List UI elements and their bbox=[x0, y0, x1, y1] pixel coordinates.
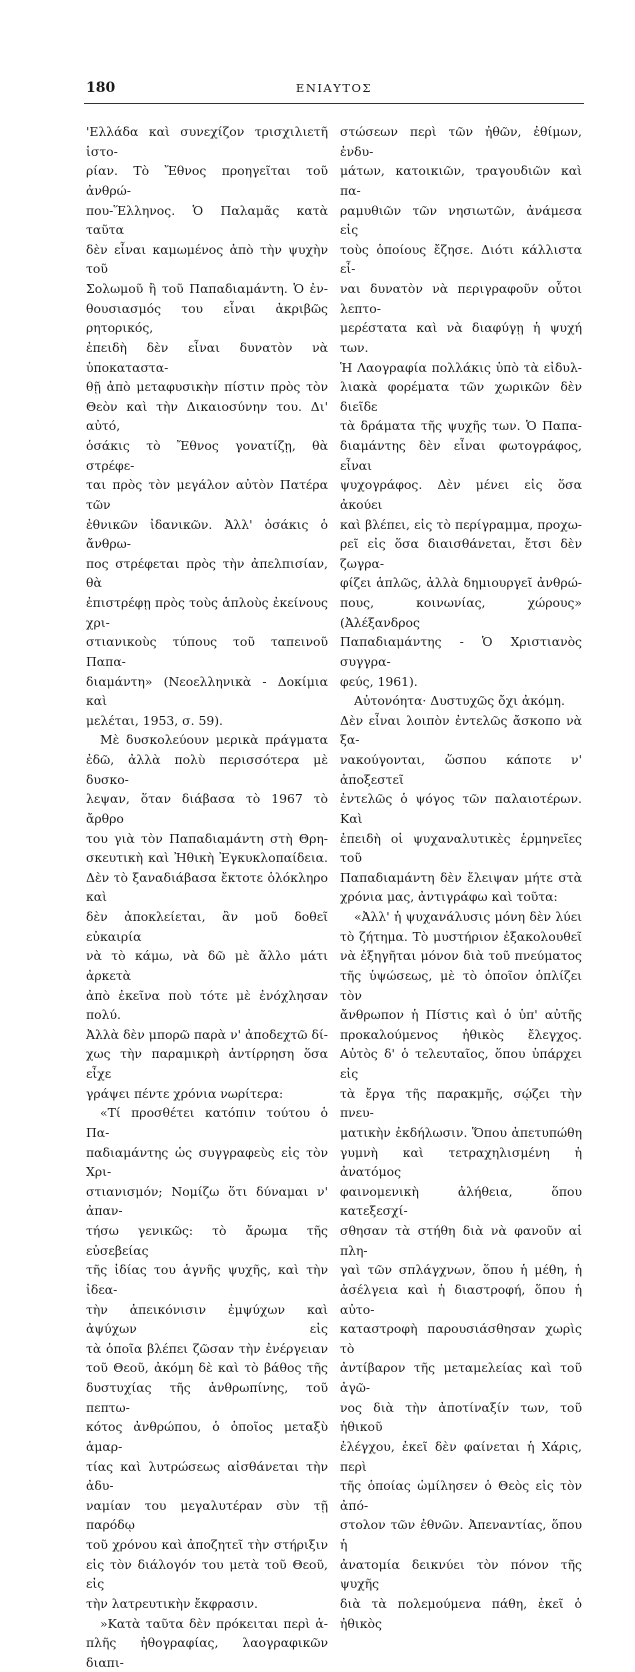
text-line: τὴν ἀπεικόνισιν ἐμψύχων καὶ ἀψύχων εἰς bbox=[86, 1301, 328, 1337]
text-line: τίας καὶ λυτρώσεως αἰσθάνεται τὴν ἀδυ- bbox=[86, 1458, 328, 1494]
text-line: νὰ τὸ κάμω, νὰ δῶ μὲ ἄλλο μάτι ἀρκετὰ bbox=[86, 948, 328, 983]
text-line: »Κατὰ ταῦτα δὲν πρόκειται περὶ ἁ- bbox=[100, 1615, 328, 1631]
text-line: Ἡ Λαογραφία πολλάκις ὑπὸ τὰ εἰδυλ- bbox=[340, 359, 582, 375]
text-line: γράψει πέντε χρόνια νωρίτερα: bbox=[86, 1085, 284, 1101]
text-line: μελέται, 1953, σ. 59). bbox=[86, 712, 223, 728]
text-line: φαινομενικὴ ἀλήθεια, ὅπου κατεξεσχί- bbox=[340, 1183, 582, 1219]
text-line: ἐπιστρέφῃ πρὸς τοὺς ἁπλοὺς ἐκείνους χρι- bbox=[86, 595, 328, 630]
text-line: ἐντελῶς ὁ ψόγος τῶν παλαιοτέρων. Καὶ bbox=[340, 791, 582, 826]
text-line: φίζει ἁπλῶς, ἀλλὰ δημιουργεῖ ἀνθρώ- bbox=[340, 575, 582, 591]
text-line: νὰ ἐξηγῆται μόνον διὰ τοῦ πνεύματος bbox=[340, 948, 582, 964]
text-line: ἀπὸ ἐκεῖνα ποὺ τότε μὲ ἐνόχλησαν πολύ. bbox=[86, 987, 328, 1023]
text-line: Σολωμοῦ ἢ τοῦ Παπαδιαμάντη. Ὁ ἐν- bbox=[86, 281, 328, 296]
text-line: δὲν εἶναι καμωμένος ἀπὸ τὴν ψυχὴν τοῦ bbox=[86, 241, 328, 277]
text-line: θῇ ἀπὸ μεταφυσικὴν πίστιν πρὸς τὸν bbox=[86, 379, 328, 395]
text-line: τῆς ὁποίας ὡμίλησεν ὁ Θεὸς εἰς τὸν ἀπό- bbox=[340, 1478, 582, 1513]
text-line: ἐπειδὴ οἱ ψυχαναλυτικὲς ἑρμηνεῖες τοῦ bbox=[340, 830, 582, 866]
text-line: σθησαν τὰ στήθη διὰ νὰ φανοῦν αἱ πλη- bbox=[340, 1223, 582, 1258]
text-line: καὶ βλέπει, εἰς τὸ περίγραμμα, προχω- bbox=[340, 516, 582, 532]
text-line: ρεῖ εἰς ὅσα διαισθάνεται, ἔτσι δὲν ζωγρα- bbox=[340, 536, 582, 571]
text-line: θουσιασμός του εἶναι ἀκριβῶς ρητορικός, bbox=[86, 300, 328, 336]
text-line: τήσω γενικῶς: τὸ ἄρωμα τῆς εὐσεβείας bbox=[86, 1223, 328, 1258]
text-line: Παπαδιαμάντη δὲν ἔλειψαν μήτε στὰ bbox=[340, 869, 582, 885]
text-line: ἐθνικῶν ἰδανικῶν. Ἀλλ' ὁσάκις ὁ ἄνθρω- bbox=[86, 516, 328, 552]
text-line: εἰς τὸν διάλογόν του μετὰ τοῦ Θεοῦ, εἰς bbox=[86, 1556, 328, 1592]
text-line: ρίαν. Τὸ Ἔθνος προηγεῖται τοῦ ἀνθρώ- bbox=[86, 163, 328, 198]
text-line: τῆς ἰδίας του ἁγνῆς ψυχῆς, καὶ τὴν ἰδεα- bbox=[86, 1262, 328, 1297]
text-line: Αὐτὸς δ' ὁ τελευταῖος, ὅπου ὑπάρχει εἰς bbox=[340, 1046, 582, 1081]
left-column bbox=[86, 122, 328, 1672]
text-line: ἀνατομία δεικνύει τὸν πόνον τῆς ψυχῆς bbox=[340, 1556, 582, 1592]
text-line: Δὲν εἶναι λοιπὸν ἐντελῶς ἄσκοπο νὰ ξα- bbox=[340, 712, 582, 748]
text-line: διαμάντη» (Νεοελληνικὰ - Δοκίμια καὶ bbox=[86, 673, 328, 709]
text-line: «Ἀλλ' ἡ ψυχανάλυσις μόνη δὲν λύει bbox=[354, 909, 582, 924]
text-line: Αὐτονόητα· Δυστυχῶς ὄχι ἀκόμη. bbox=[354, 693, 565, 709]
text-line: παδιαμάντης ὡς συγγραφεὺς εἰς τὸν Χρι- bbox=[86, 1144, 328, 1180]
text-line: καταστροφὴ παρουσιάσθησαν χωρὶς τὸ bbox=[340, 1321, 582, 1356]
text-line: ἐπειδὴ δὲν εἶναι δυνατὸν νὰ ὑποκαταστα- bbox=[86, 339, 328, 375]
text-line: ματικὴν ἐκδήλωσιν. Ὅπου ἀπετυπώθη bbox=[340, 1124, 582, 1140]
page-number: 180 bbox=[86, 80, 116, 96]
text-line: σκευτικὴ καὶ Ἠθικὴ Ἐγκυκλοπαίδεια. bbox=[86, 850, 328, 866]
text-line: διὰ τὰ πολεμούμενα πάθη, ἐκεῖ ὁ ἠθικὸς bbox=[340, 1595, 582, 1631]
text-line: φεύς, 1961). bbox=[340, 673, 418, 689]
text-line: προκαλούμενος ἠθικὸς ἔλεγχος. bbox=[340, 1026, 582, 1042]
text-line: Παπαδιαμάντης - Ὁ Χριστιανὸς συγγρα- bbox=[340, 634, 582, 669]
text-line: τὰ ἔργα τῆς παρακμῆς, σῴζει τὴν πνευ- bbox=[340, 1085, 582, 1121]
text-line: ἀντίβαρον τῆς μεταμελείας καὶ τοῦ ἀγῶ- bbox=[340, 1360, 582, 1395]
text-line: χρόνια μας, ἀντιγράφω καὶ τοῦτα: bbox=[340, 889, 558, 905]
text-line: ἐδῶ, ἀλλὰ πολὺ περισσότερα μὲ δυσκο- bbox=[86, 752, 328, 787]
text-line: λιακὰ φορέματα τῶν χωρικῶν δὲν διεῖδε bbox=[340, 379, 582, 414]
text-line: του γιὰ τὸν Παπαδιαμάντη στὴ Θρη- bbox=[86, 830, 328, 846]
text-line: τὰ ὁποῖα βλέπει ζῶσαν τὴν ἐνέργειαν bbox=[86, 1340, 328, 1356]
text-line: διαμάντης δὲν εἶναι φωτογράφος, εἶναι bbox=[340, 438, 582, 473]
running-title: ΕΝΙΑΥΤΟΣ bbox=[295, 81, 373, 95]
text-line: κότος ἀνθρώπου, ὁ ὁποῖος μεταξὺ ἁμαρ- bbox=[86, 1419, 328, 1454]
text-line: χως τὴν παραμικρὴ ἀντίρρηση ὅσα εἶχε bbox=[86, 1046, 328, 1081]
text-line: ναμίαν του μεγαλυτέραν σὺν τῇ παρόδῳ bbox=[86, 1497, 328, 1533]
text-line: δὲν ἀποκλείεται, ἂν μοῦ δοθεῖ εὐκαιρία bbox=[86, 909, 328, 944]
text-line: μερέστατα καὶ νὰ διαφύγῃ ἡ ψυχή των. bbox=[340, 320, 582, 355]
text-line: στώσεων περὶ τῶν ἠθῶν, ἐθίμων, ἐνδυ- bbox=[340, 124, 582, 159]
text-line: γυμνὴ καὶ τετραχηλισμένη ἡ ἀνατόμος bbox=[340, 1144, 582, 1180]
text-line: Δὲν τὸ ξαναδιάβασα ἔκτοτε ὁλόκληρο καὶ bbox=[86, 869, 328, 905]
text-line: νος διὰ τὴν ἀποτίναξίν των, τοῦ ἠθικοῦ bbox=[340, 1399, 582, 1435]
header-rule bbox=[84, 103, 584, 104]
text-line: τῆς ὑψώσεως, μὲ τὸ ὁποῖον ὁπλίζει τὸν bbox=[340, 967, 582, 1003]
text-line: τὴν λατρευτικὴν ἔκφρασιν. bbox=[86, 1595, 258, 1611]
text-line: ἀσέλγεια καὶ ἡ διαστροφή, ὅπου ἡ αὐτο- bbox=[340, 1281, 582, 1317]
text-line: Μὲ δυσκολεύουν μερικὰ πράγματα bbox=[100, 732, 328, 748]
text-line: δυστυχίας τῆς ἀνθρωπίνης, τοῦ πεπτω- bbox=[86, 1380, 328, 1415]
text-line: γαὶ τῶν σπλάγχνων, ὅπου ἡ μέθη, ἡ bbox=[340, 1262, 582, 1278]
text-line: ναι δυνατὸν νὰ περιγραφοῦν οὗτοι λεπτο- bbox=[340, 281, 582, 316]
text-line: πος στρέφεται πρὸς τὴν ἀπελπισίαν, θὰ bbox=[86, 555, 328, 591]
text-line: ὁσάκις τὸ Ἔθνος γονατίζῃ, θὰ στρέφε- bbox=[86, 438, 328, 473]
text-line: «Τί προσθέτει κατόπιν τούτου ὁ Πα- bbox=[86, 1105, 328, 1140]
text-line: στιανισμόν; Νομίζω ὅτι δύναμαι ν' ἀπαν- bbox=[86, 1183, 328, 1219]
text-line: τὰ δράματα τῆς ψυχῆς των. Ὁ Παπα- bbox=[340, 418, 582, 434]
right-column bbox=[340, 122, 582, 1633]
text-line: στολον τῶν ἐθνῶν. Ἀπεναντίας, ὅπου ἡ bbox=[340, 1517, 582, 1552]
text-line: ραμυθιῶν τῶν νησιωτῶν, ἀνάμεσα εἰς bbox=[340, 202, 582, 238]
text-line: 'Ελλάδα καὶ συνεχίζον τρισχιλιετῆ ἱστο- bbox=[86, 124, 328, 159]
text-line: Θεὸν καὶ τὴν Δικαιοσύνην του. Δι' αὐτό, bbox=[86, 398, 328, 434]
text-line: τὸ ζήτημα. Τὸ μυστήριον ἐξακολουθεῖ bbox=[340, 928, 582, 944]
text-line: στιανικοὺς τύπους τοῦ ταπεινοῦ Παπα- bbox=[86, 634, 328, 669]
text-line: τοῦ χρόνου καὶ ἀποζητεῖ τὴν στήριξιν bbox=[86, 1537, 328, 1552]
text-line: τοὺς ὁποίους ἔζησε. Διότι κάλλιστα εἶ- bbox=[340, 241, 582, 277]
text-line: πλῆς ἠθογραφίας, λαογραφικῶν διαπι- bbox=[86, 1635, 328, 1670]
text-line: ψυχογράφος. Δὲν μένει εἰς ὅσα ἀκούει bbox=[340, 477, 582, 512]
text-line: ται πρὸς τὸν μεγάλον αὐτὸν Πατέρα τῶν bbox=[86, 477, 328, 512]
text-line: Ἀλλὰ δὲν μπορῶ παρὰ ν' ἀποδεχτῶ δί- bbox=[86, 1026, 328, 1042]
text-line: ἄνθρωπον ἡ Πίστις καὶ ὁ ὑπ' αὐτῆς bbox=[340, 1007, 582, 1023]
text-line: λεψαν, ὅταν διάβασα τὸ 1967 τὸ ἄρθρο bbox=[86, 791, 328, 826]
text-line: ἐλέγχου, ἐκεῖ δὲν φαίνεται ἡ Χάρις, περὶ bbox=[340, 1438, 582, 1474]
text-line: τοῦ Θεοῦ, ἀκόμη δὲ καὶ τὸ βάθος τῆς bbox=[86, 1360, 328, 1376]
text-line: μάτων, κατοικιῶν, τραγουδιῶν καὶ πα- bbox=[340, 163, 582, 198]
page-header bbox=[84, 80, 584, 102]
text-line: πους, κοινωνίας, χώρους» (Ἀλέξανδρος bbox=[340, 595, 582, 630]
text-line: που-Ἕλληνος. Ὁ Παλαμᾶς κατὰ ταῦτα bbox=[86, 202, 328, 238]
text-line: νακούγονται, ὥσπου κάποτε ν' ἀποξεστεῖ bbox=[340, 752, 582, 787]
